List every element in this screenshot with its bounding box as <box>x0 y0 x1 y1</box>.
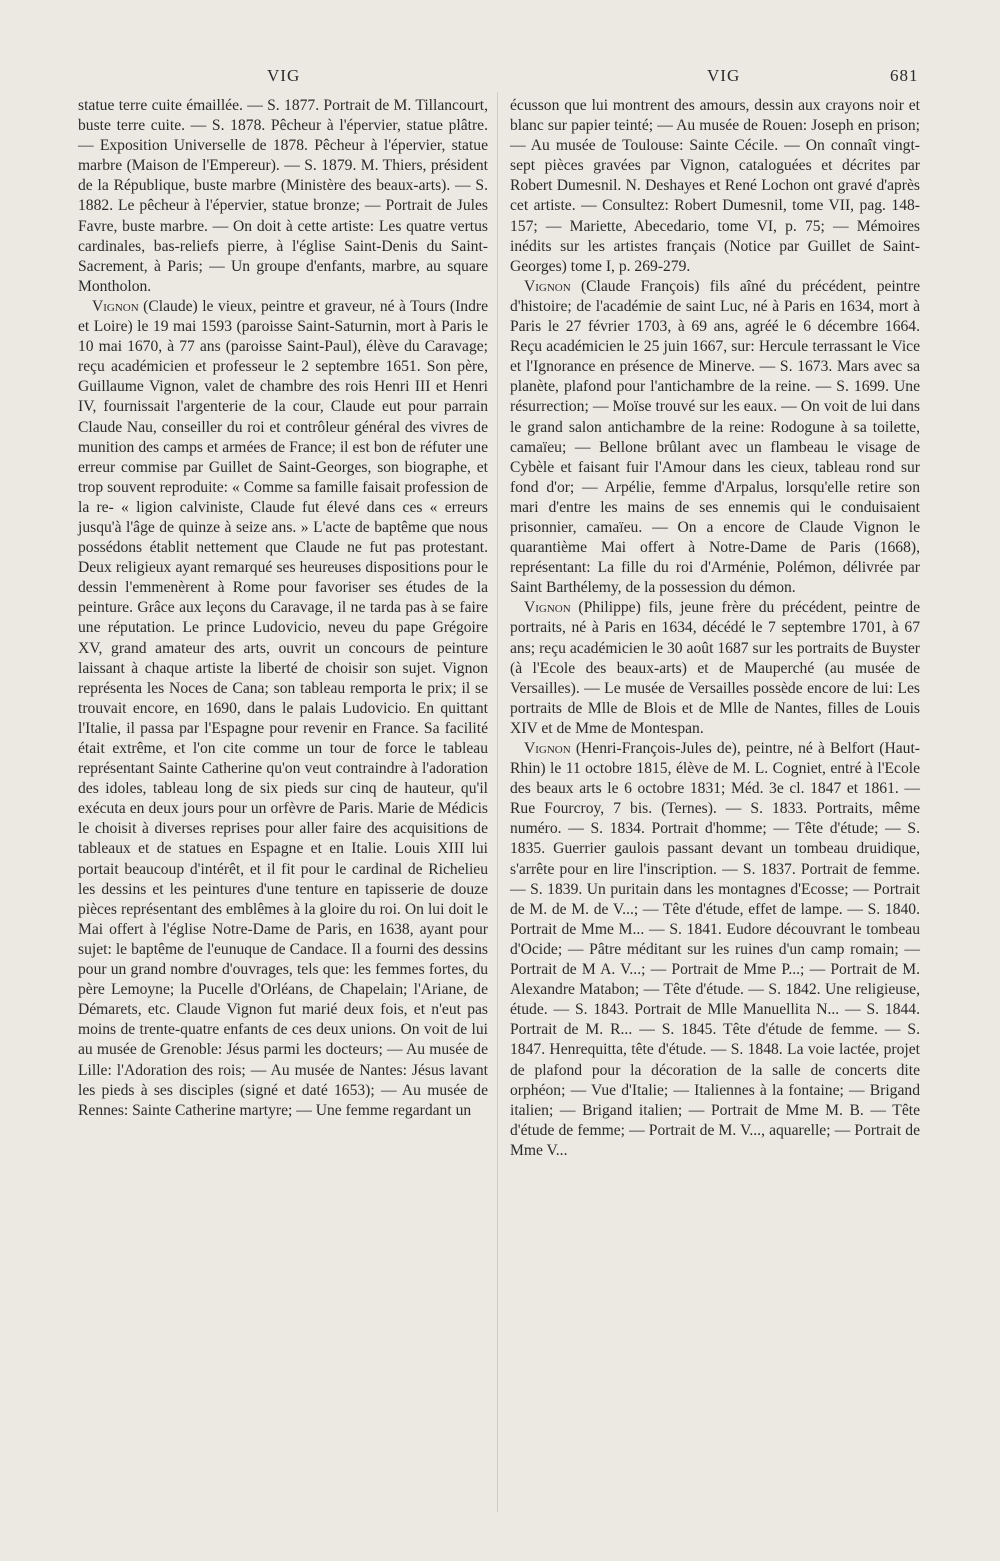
left-running-head: VIG <box>267 66 301 85</box>
page-number: 681 <box>890 66 919 85</box>
entry-text: (Claude) le vieux, peintre et graveur, né à Tours (Indre et Loire) le 19 mai 1593 (paroisse Saint-Saturnin, mort à Paris le 10 mai 1670, à 77 ans (paroisse Saint-Paul), élève du Caravage; reçu académicien et professeur le 2 septembre 1651. Son père, Guillaume Vignon, valet de chambre des rois Henri III et Henri IV, fournissait l'argenterie de la cour, Claude eut pour parrain Claude Nau, conseiller du roi et contrôleur général des vivres de munition des camps et armées de France; il est bon de réfuter une erreur commise par Guillet de Saint-Georges, son biographe, et trop souvent reproduite: « Comme sa famille faisait profession de la re- « ligion calviniste, Claude fut élevé dans ces « erreurs jusqu'à l'âge de quinze à seize ans. » L'acte de baptême que nous possédons établit nettement que Claude ne fut pas protestant. Deux religieux ayant remarqué ses heureuses dispositions pour le dessin l'emmenèrent à Rome pour favoriser ses études de la peinture. Grâce aux leçons du Caravage, il ne tarda pas à se faire une réputation. Le prince Ludovicio, neveu du pape Grégoire XV, grand amateur des arts, ouvrit un concours de peinture laissant à chaque artiste la liberté de choisir son sujet. Vignon représenta les Noces de Cana; son tableau remporta le prix; il se trouvait encore, en 1690, dans le palais Ludovicio. En quittant l'Italie, il passa par l'Espagne pour revenir en France. Sa facilité était extrême, et l'on cite comme un tour de force le tableau représentant Sainte Catherine qu'on veut contraindre à l'adoration des idoles, tableau long de six pieds sur cinq de hauteur, qu'il exécuta en deux jours pour un orfèvre de Paris. Marie de Médicis le choisit à diverses reprises pour aller faire des acquisitions de tableaux et de statues en Espagne et en Italie. Louis XIII lui portait beaucoup d'intérêt, et il fit pour le cardinal de Richelieu les dessins et les peintures d'une tenture en tapisserie de douze pièces représentant des emblêmes à la gloire du roi. On lui doit le Mai offert à l'église Notre-Dame de Paris, en 1638, ayant pour sujet: le baptême de l'eunuque de Candace. Il a fourni des dessins pour un grand nombre d'ouvrages, tels que: les femmes fortes, du père Lemoyne; la Pucelle d'Orléans, de Chapelain; l'Ariane, de Démarets, etc. Claude Vignon fut marié deux fois, et n'eut pas moins de trente-quatre enfants de ces deux unions. On voit de lui au musée de Grenoble: Jésus parmi les docteurs; — Au musée de Lille: l'Adoration des rois; — Au musée de Nantes: Jésus lavant les pieds à ses disciples (signé et daté 1653); — Au musée de Rennes: Sainte Catherine martyre; — Une femme regardant un <box>78 297 488 1119</box>
entry-name: Vignon <box>524 277 571 295</box>
entry-vignon-claude-francois <box>510 277 920 599</box>
entry-text: (Henri-François-Jules de), peintre, né à Belfort (Haut-Rhin) le 11 octobre 1815, élève de M. L. Cogniet, entré à l'Ecole des beaux arts le 6 octobre 1831; Méd. 3e cl. 1847 et 1861. — Rue Fourcroy, 7 bis. (Ternes). — S. 1833. Portraits, même numéro. — S. 1834. Portrait d'homme; — Tête d'étude; — S. 1835. Guerrier gaulois passant devant un tombeau druidique, s'arrête pour en lire l'inscription. — S. 1837. Portrait de femme. — S. 1839. Un puritain dans les montagnes d'Ecosse; — Portrait de M. de M. de V...; — Tête d'étude, effet de lampe. — S. 1840. Portrait de Mme M... — S. 1841. Eudore découvrant le tombeau d'Ocide; — Pâtre méditant sur les ruines d'un camp romain; — Portrait de M A. V...; — Portrait de Mme P...; — Portrait de M. Alexandre Matabon; — Tête d'étude. — S. 1842. Une religieuse, étude. — S. 1843. Portrait de Mlle Manuellita N... — S. 1844. Portrait de M. R... — S. 1845. Tête d'étude de femme. — S. 1847. Henrequitta, tête d'étude. — S. 1848. La voie lactée, projet de plafond pour la décoration de la salle de concerts dite orphéon; — Vue d'Italie; — Italiennes à la fontaine; — Brigand italien; — Brigand italien; — Portrait de Mme M. B. — Tête d'étude de femme; — Portrait de M. V..., aquarelle; — Portrait de Mme V... <box>510 740 920 1159</box>
right-running-head: VIG <box>707 66 741 85</box>
entry-continuation-right: écusson que lui montrent des amours, dessin aux crayons noir et blanc sur papier teinté; — Au musée de Rouen: Joseph en prison; — Au musée de Toulouse: Sainte Cécile. — On connaît vingt-sept pièces gravées par Vignon, cataloguées et décrites par Robert Dumesnil. N. Deshayes et René Lochon ont gravé d'après cet artiste. — Consultez: Robert Dumesnil, tome VII, pag. 148-157; — Mariette, Abecedario, tome VI, p. 75; — Mémoires inédits sur les artistes français (Notice par Guillet de Saint-Georges) tome I, p. 269-279. <box>510 97 920 275</box>
entry-continuation: statue terre cuite émaillée. — S. 1877. Portrait de M. Tillancourt, buste terre cuite. — S. 1878. Pêcheur à l'épervier, statue plâtre. — Exposition Universelle de 1878. Pêcheur à l'épervier, statue marbre (Maison de l'Empereur). — S. 1879. M. Thiers, président de la République, buste marbre (Ministère des beaux-arts). — S. 1882. Le pêcheur à l'épervier, statue bronze; — Portrait de Jules Favre, buste marbre. — On doit à cette artiste: Les quatre vertus cardinales, bas-reliefs pierre, à l'église Saint-Denis du Saint-Sacrement, à Paris; — Un groupe d'enfants, marbre, au square Montholon. <box>78 97 488 295</box>
entry-name: Vignon <box>92 297 139 315</box>
entry-vignon-henri <box>510 739 920 1161</box>
entry-vignon-claude <box>78 297 488 1121</box>
entry-name: Vignon <box>524 599 571 617</box>
left-column <box>78 96 488 1121</box>
entry-vignon-philippe <box>510 598 920 739</box>
entry-text: (Claude François) fils aîné du précédent, peintre d'histoire; de l'académie de saint Luc, né à Paris en 1634, mort à Paris le 27 février 1703, à 69 ans, agréé le 6 décembre 1664. Reçu académicien le 25 juin 1667, sur: Hercule terrassant le Vice et l'Ignorance en présence de Minerve. — S. 1673. Mars avec sa planète, plafond pour l'antichambre de la reine. — S. 1699. Une résurrection; — Moïse trouvé sur les eaux. — On voit de lui dans le grand salon antichambre de la reine: Rodogune à sa toilette, camaïeu; — Bellone brûlant avec un flambeau le visage de Cybèle et faisant fuir l'Amour dans les cieux, tableau rond sur fond d'or; — Arpélie, femme d'Arpalus, lorsqu'elle retire son mari d'entre les mains de ses ennemis qui le conduisaient prisonnier, camaïeu. — On a encore de Claude Vignon le quarantième Mai offert à Notre-Dame de Paris (1668), représentant: La fille du roi d'Arménie, Polémon, délivrée par Saint Barthélemy, de la possession du démon. <box>510 277 920 597</box>
right-column <box>510 96 920 1161</box>
entry-text: (Philippe) fils, jeune frère du précédent, peintre de portraits, né à Paris en 1634, décédé le 7 septembre 1701, à 67 ans; reçu académicien le 30 août 1687 sur les portraits de Buyster (à l'Ecole des beaux-arts) et de Mauperché (au musée de Versailles). — Le musée de Versailles possède encore de lui: Les portraits de Mlle de Blois et de Mlle de Nantes, filles de Louis XIV et de Mme de Montespan. <box>510 599 920 737</box>
running-header <box>0 66 1000 90</box>
entry-name: Vignon <box>524 740 571 757</box>
column-gutter <box>497 92 498 1512</box>
